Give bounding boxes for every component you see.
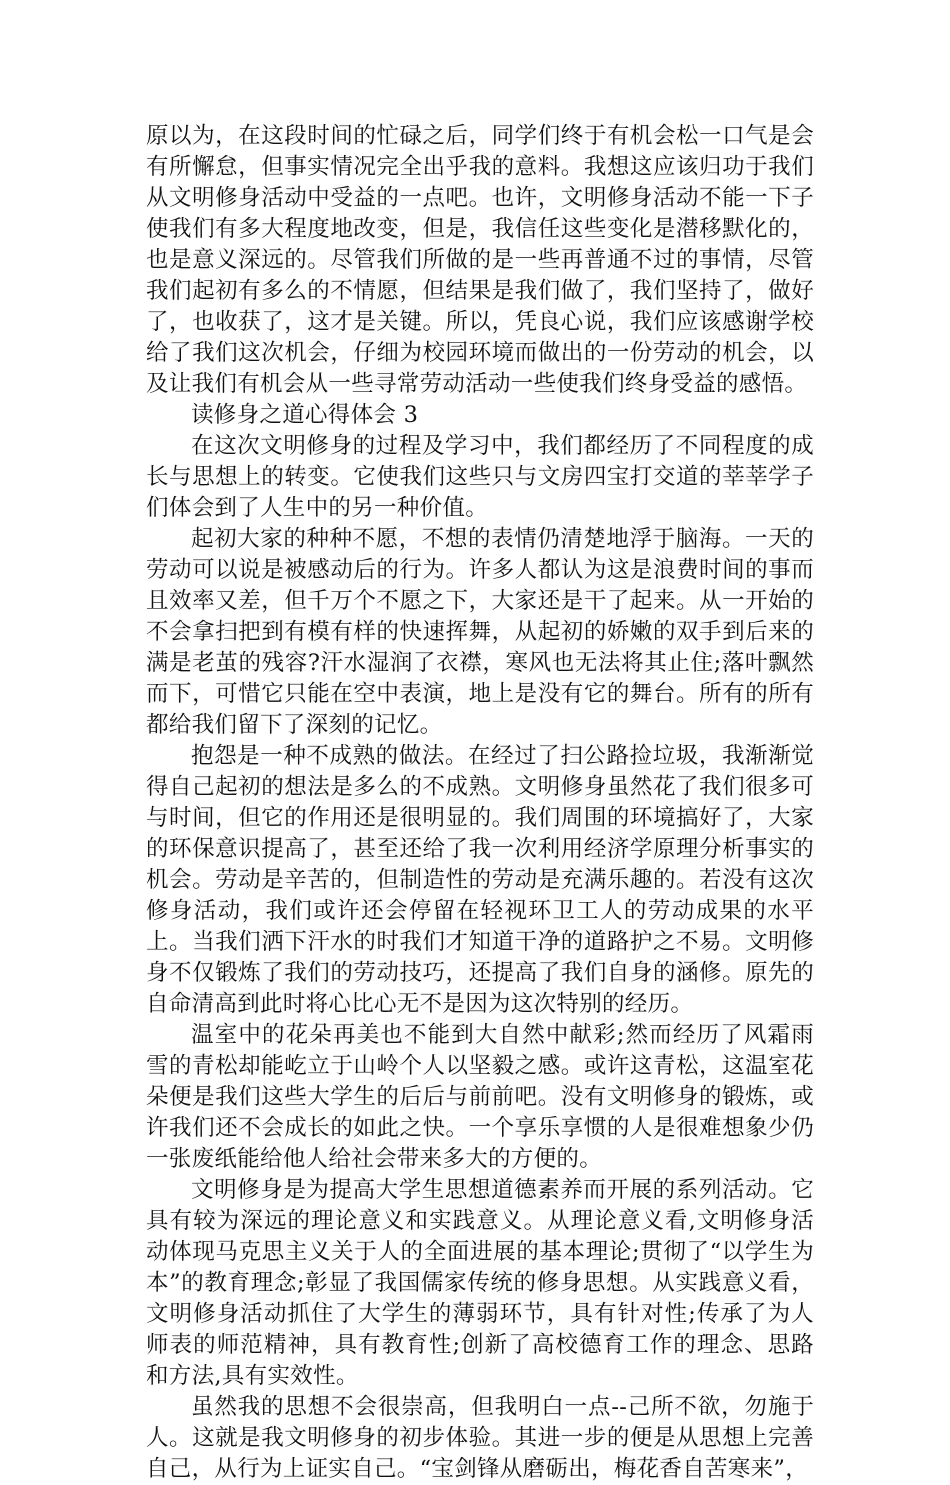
paragraph: 抱怨是一种不成熟的做法。在经过了扫公路捡垃圾，我渐渐觉得自己起初的想法是多么的不成熟。文明修身虽然花了我们很多可与时间，但它的作用还是很明显的。我们周围的环境搞好了，大家的环保意识提高了，甚至还给了我一次利用经济学原理分析事实的机会。劳动是辛苦的，但制造性的劳动是充满乐趣的。若没有这次修身活动，我们或许还会停留在轻视环卫工人的劳动成果的水平上。当我们洒下汗水的时我们才知道干净的道路护之不易。文明修身不仅锻炼了我们的劳动技巧，还提高了我们自身的涵修。原先的自命清高到此时将心比心无不是因为这次特别的经历。 bbox=[146, 743, 814, 1017]
paragraph: 虽然我的思想不会很崇高，但我明白一点--己所不欲，勿施于人。这就是我文明修身的初步体验。其进一步的便是从思想上完善自己，从行为上证实自己。“宝剑锋从磨砺出，梅花香自苦寒来”， bbox=[146, 1394, 814, 1482]
paragraph: 起初大家的种种不愿，不想的表情仍清楚地浮于脑海。一天的劳动可以说是被感动后的行为。许多人都认为这是浪费时间的事而且效率又差，但千万个不愿之下，大家还是干了起来。从一开始的不会拿扫把到有模有样的快速挥舞，从起初的娇嫩的双手到后来的满是老茧的残容?汗水湿润了衣襟，寒风也无法将其止住;落叶飘然而下，可惜它只能在空中表演，地上是没有它的舞台。所有的所有都给我们留下了深刻的记忆。 bbox=[146, 526, 814, 738]
section-heading: 读修身之道心得体会 3 bbox=[191, 402, 419, 428]
paragraph: 文明修身是为提高大学生思想道德素养而开展的系列活动。它具有较为深远的理论意义和实践意义。从理论意义看,文明修身活动体现马克思主义关于人的全面进展的基本理论;贯彻了“以学生为本”的教育理念;彰显了我国儒家传统的修身思想。从实践意义看，文明修身活动抓住了大学生的薄弱环节，具有针对性;传承了为人师表的师范精神，具有教育性;创新了高校德育工作的理念、思路和方法,具有实效性。 bbox=[146, 1177, 814, 1389]
paragraph: 温室中的花朵再美也不能到大自然中献彩;然而经历了风霜雨雪的青松却能屹立于山岭个人以坚毅之感。或许这青松，这温室花朵便是我们这些大学生的后后与前前吧。没有文明修身的锻炼，或许我们还不会成长的如此之快。一个享乐享惯的人是很难想象少仍一张废纸能给他人给社会带来多大的方便的。 bbox=[146, 1022, 814, 1172]
paragraph: 在这次文明修身的过程及学习中，我们都经历了不同程度的成长与思想上的转变。它使我们这些只与文房四宝打交道的莘莘学子们体会到了人生中的另一种价值。 bbox=[146, 433, 814, 521]
document-body bbox=[146, 121, 814, 1485]
paragraph-intro: 原以为，在这段时间的忙碌之后，同学们终于有机会松一口气是会有所懈怠，但事实情况完全出乎我的意料。我想这应该归功于我们从文明修身活动中受益的一点吧。也许，文明修身活动不能一下子使我们有多大程度地改变，但是，我信任这些变化是潜移默化的，也是意义深远的。尽管我们所做的是一些再普通不过的事情，尽管我们起初有多么的不情愿，但结果是我们做了，我们坚持了，做好了，也收获了，这才是关键。所以，凭良心说，我们应该感谢学校给了我们这次机会，仔细为校园环境而做出的一份劳动的机会，以及让我们有机会从一些寻常劳动活动一些使我们终身受益的感悟。 bbox=[146, 123, 814, 397]
